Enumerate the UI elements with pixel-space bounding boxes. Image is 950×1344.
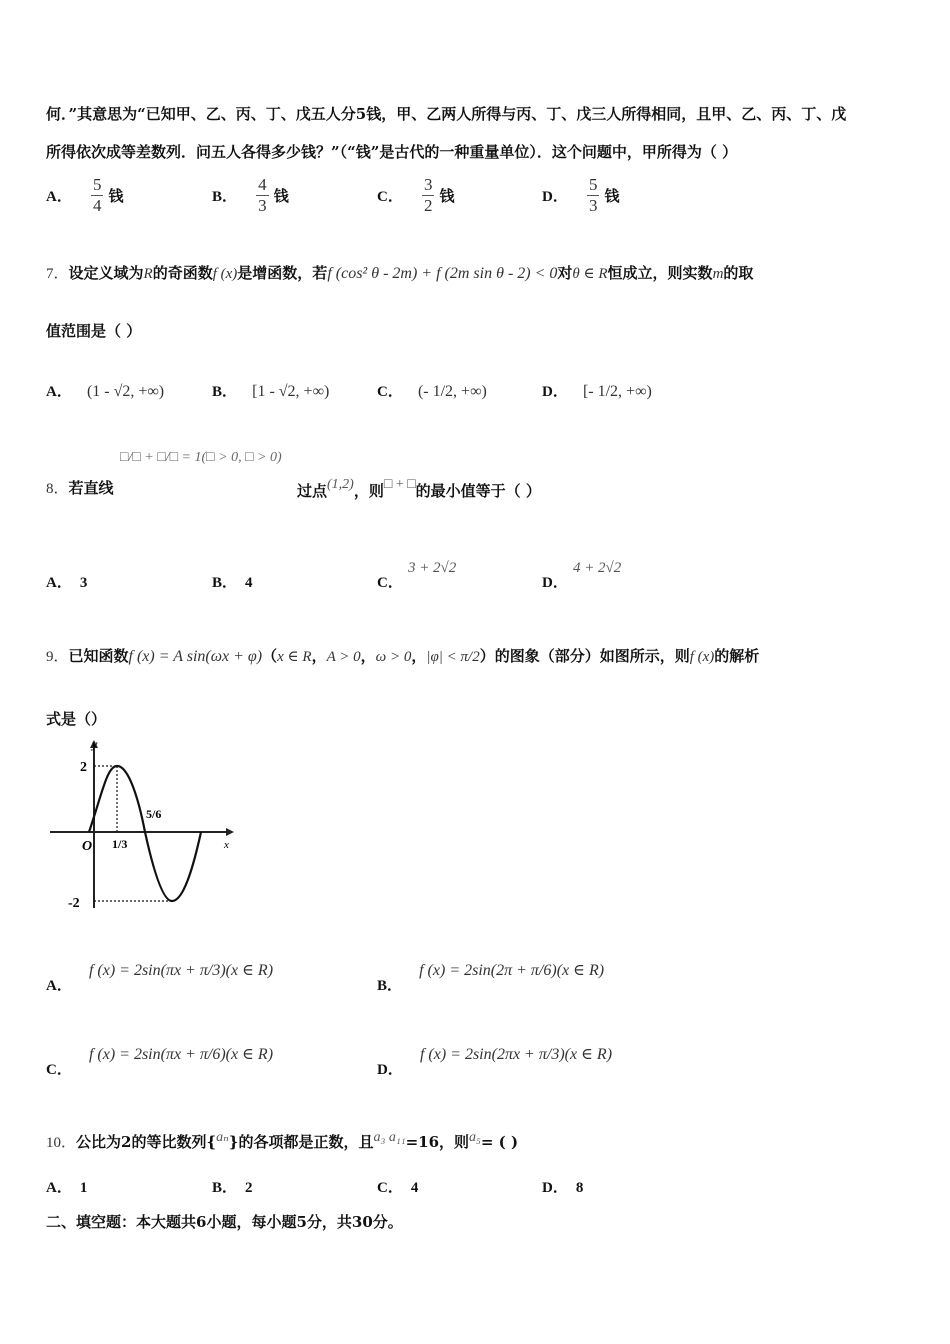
q8-line-equation: □/□ + □/□ = 1(□ > 0, □ > 0) (120, 450, 282, 465)
x-tick-label-2: 5/6 (146, 807, 162, 821)
q9-function: f (x) = A sin(ωx + φ) (128, 648, 263, 665)
q7-line2: 值范围是（ ） (46, 322, 142, 340)
q10-option-a: A． 1 (46, 1180, 88, 1196)
y-axis-label: y (92, 737, 98, 751)
q9-stem: 9．已知函数f (x) = A sin(ωx + φ)（x ∈ R，A > 0，ω > 0，|φ| < π/2）的图象（部分）如图所示，则f (x)的解析 (46, 647, 760, 665)
q6-option-b: B． $\frac{4}{3}$ 钱 (212, 175, 289, 215)
q6-option-d: D． $\frac{5}{3}$ 钱 (542, 175, 620, 215)
y-max-label: 2 (80, 760, 87, 775)
option-label: A． (46, 189, 72, 205)
q9-option-c: C． f (x) = 2sin(πx + π/6)(x ∈ R) (46, 1046, 274, 1078)
q9-line2: 式是（） (46, 710, 107, 728)
q9-sine-graph (44, 736, 244, 916)
q7-option-a: A． (1 - √2, +∞) (46, 383, 165, 400)
q10-option-c: C． 4 (377, 1180, 419, 1196)
q7-option-c: C． (- 1/2, +∞) (377, 383, 487, 400)
origin-label: O (82, 839, 93, 854)
q6-option-a: A． $\frac{5}{4}$ 钱 (46, 175, 124, 215)
q8-option-d: D． 4 + 2√2 (542, 560, 622, 591)
q9-option-d: D． f (x) = 2sin(2πx + π/3)(x ∈ R) (377, 1046, 613, 1078)
q10-option-d: D． 8 (542, 1180, 584, 1196)
q9-option-a: A． f (x) = 2sin(πx + π/3)(x ∈ R) (46, 962, 274, 994)
q7-stem: 7．设定义域为R的奇函数f (x)是增函数，若f (cos² θ - 2m) + f (2m sin θ - 2) < 0对θ ∈ R恒成立，则实数m的取 (46, 264, 754, 282)
q7-inequality: f (cos² θ - 2m) + f (2m sin θ - 2) < 0 (327, 265, 558, 282)
q9-option-b: B． f (x) = 2sin(2π + π/6)(x ∈ R) (377, 962, 605, 994)
x-axis-arrow-icon (226, 828, 234, 836)
y-min-label: -2 (68, 896, 80, 911)
q7-option-b: B． [1 - √2, +∞) (212, 383, 330, 400)
q10-option-b: B． 2 (212, 1180, 253, 1196)
q6-option-c: C． $\frac{3}{2}$ 钱 (377, 175, 455, 215)
q8-option-b: B． 4 (212, 575, 253, 591)
q7-option-d: D． [- 1/2, +∞) (542, 383, 652, 400)
section-heading-fill-in: 二、填空题：本大题共6小题，每小题5分，共30分。 (46, 1213, 403, 1231)
q10-stem: 10．公比为2的等比数列{aₙ}的各项都是正数，且a₃ a₁₁=16，则a₅= ( ) (46, 1130, 519, 1151)
q8-stem-start: 8．若直线 (46, 479, 114, 497)
sine-curve (89, 766, 201, 901)
x-tick-label-1: 1/3 (112, 837, 128, 851)
q6-line2: 所得依次成等差数列．问五人各得多少钱？”（“钱”是古代的一种重量单位）．这个问题中，甲所得为（ ） (46, 143, 738, 161)
q8-option-c: C． 3 + 2√2 (377, 560, 457, 591)
x-axis-label: x (224, 839, 229, 851)
q6-line1: 何．”其意思为“已知甲、乙、丙、丁、戊五人分5钱，甲、乙两人所得与丙、丁、戊三人所得相同，且甲、乙、丙、丁、戊 (46, 105, 847, 123)
q8-option-a: A． 3 (46, 575, 88, 591)
q8-stem-end: 过点(1,2)，则□ + □的最小值等于（ ） (297, 477, 541, 500)
